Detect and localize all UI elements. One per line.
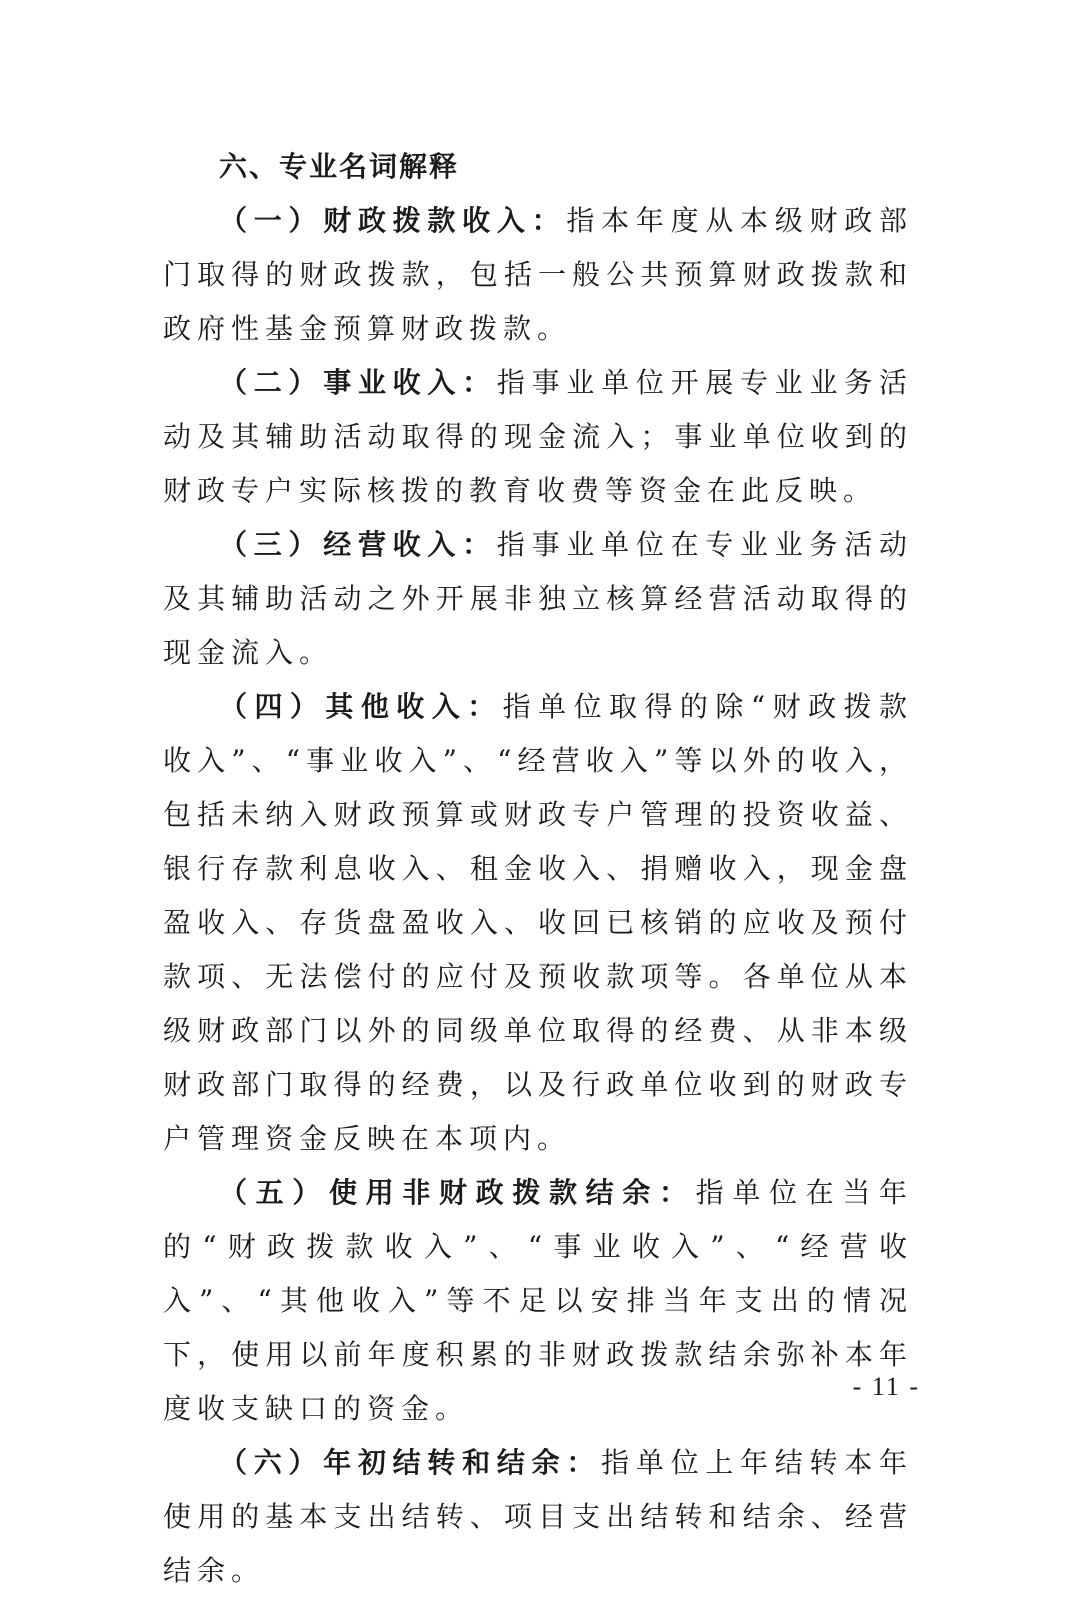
- definition-paragraph: [163, 356, 913, 518]
- definition-text: 指单位在当年的“财政拨款收入”、“事业收入”、“经营收入”、“其他收入”等不足以安排当年支出的情况下，使用以前年度积累的非财政拨款结余弥补本年度收支缺口的资金。: [163, 1176, 913, 1425]
- definition-term: （六）年初结转和结余：: [219, 1446, 602, 1479]
- definition-term: （二）事业收入：: [219, 366, 497, 399]
- definition-term: （五）使用非财政拨款结余：: [219, 1176, 696, 1209]
- definition-paragraph: [163, 1436, 913, 1598]
- definition-text: 指事业单位开展专业业务活动及其辅助活动取得的现金流入；事业单位收到的财政专户实际核拨的教育收费等资金在此反映。: [163, 366, 913, 507]
- definition-term: （四）其他收入：: [219, 690, 503, 723]
- definition-text: 指本年度从本级财政部门取得的财政拨款，包括一般公共预算财政拨款和政府性基金预算财政拨款。: [163, 204, 913, 345]
- definition-paragraph: [163, 518, 913, 680]
- definition-paragraph: [163, 194, 913, 356]
- document-page: [163, 140, 913, 1598]
- definition-term: （三）经营收入：: [219, 528, 497, 561]
- section-heading: 六、专业名词解释: [219, 150, 460, 183]
- definition-text: 指单位上年结转本年使用的基本支出结转、项目支出结转和结余、经营结余。: [163, 1446, 913, 1587]
- definition-paragraph: [163, 1166, 913, 1436]
- definition-term: （一）财政拨款收入：: [219, 204, 567, 237]
- definition-text: 指事业单位在专业业务活动及其辅助活动之外开展非独立核算经营活动取得的现金流入。: [163, 528, 913, 669]
- definition-paragraph: [163, 680, 913, 1166]
- page-number: - 11 -: [852, 1372, 920, 1401]
- definition-text: 指单位取得的除“财政拨款收入”、“事业收入”、“经营收入”等以外的收入，包括未纳入财政预算或财政专户管理的投资收益、银行存款利息收入、租金收入、捐赠收入，现金盘盈收入、存货盘盈收入、收回已核销的应收及预付款项、无法偿付的应付及预收款项等。各单位从本级财政部门以外的同级单位取得的经费、从非本级财政部门取得的经费，以及行政单位收到的财政专户管理资金反映在本项内。: [163, 690, 913, 1155]
